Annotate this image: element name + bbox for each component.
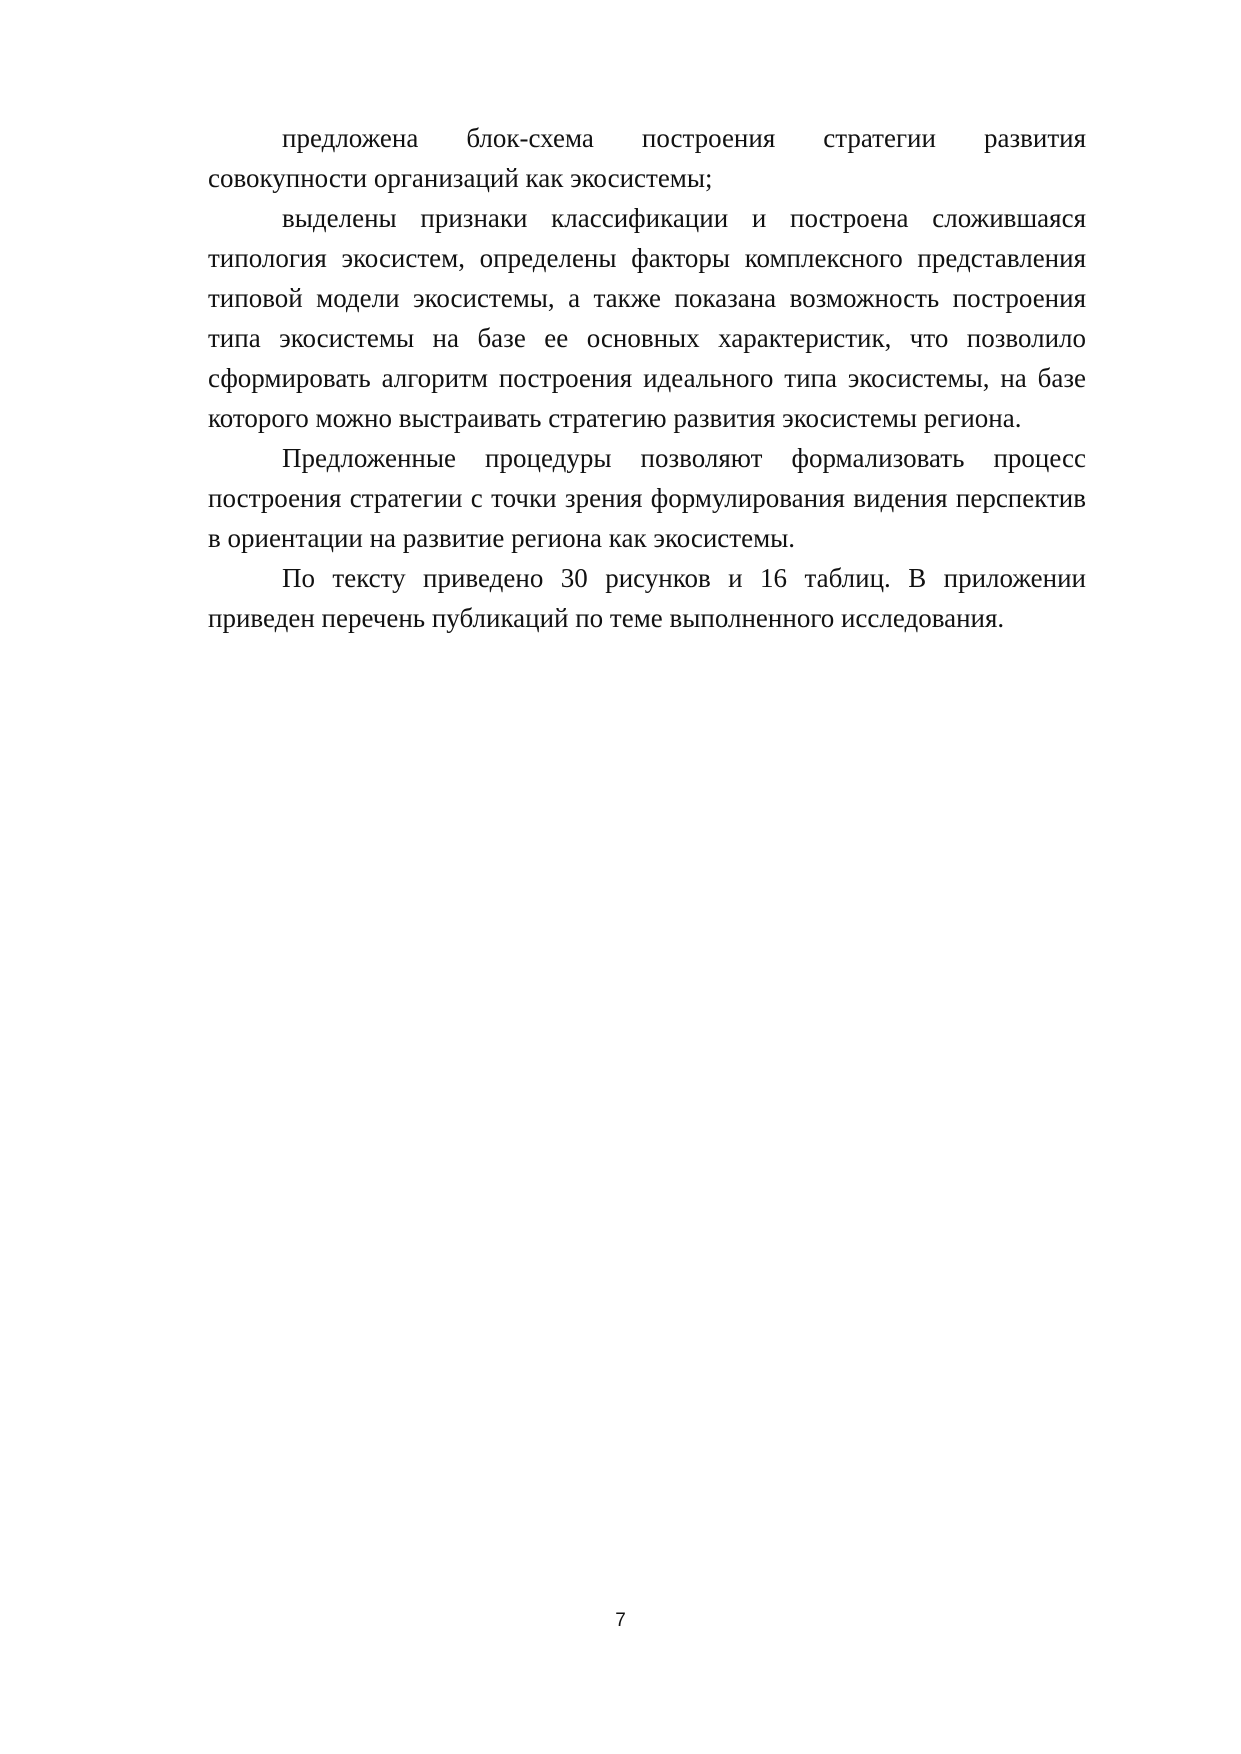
paragraph-typology: выделены признаки классификации и построена сложившаяся типология экосистем, определены факторы комплексного представления типовой модели экосистемы, а также показана возможность построения типа экосистемы на базе ее основных характеристик, что позволило сформировать алгоритм построения идеального типа экосистемы, на базе которого можно выстраивать стратегию развития экосистемы региона. — [208, 203, 1086, 433]
paragraph-figures-tables: По тексту приведено 30 рисунков и 16 таблиц. В приложении приведен перечень публикаций по теме выполненного исследования. — [208, 563, 1086, 633]
paragraph-procedures: Предложенные процедуры позволяют формализовать процесс построения стратегии с точки зрения формулирования видения перспектив в ориентации на развитие региона как экосистемы. — [208, 443, 1086, 553]
body-text — [208, 118, 1086, 638]
paragraph-block-scheme: предложена блок-схема построения стратегии развития совокупности организаций как экосистемы; — [208, 123, 1086, 193]
page-number: 7 — [615, 1610, 626, 1631]
